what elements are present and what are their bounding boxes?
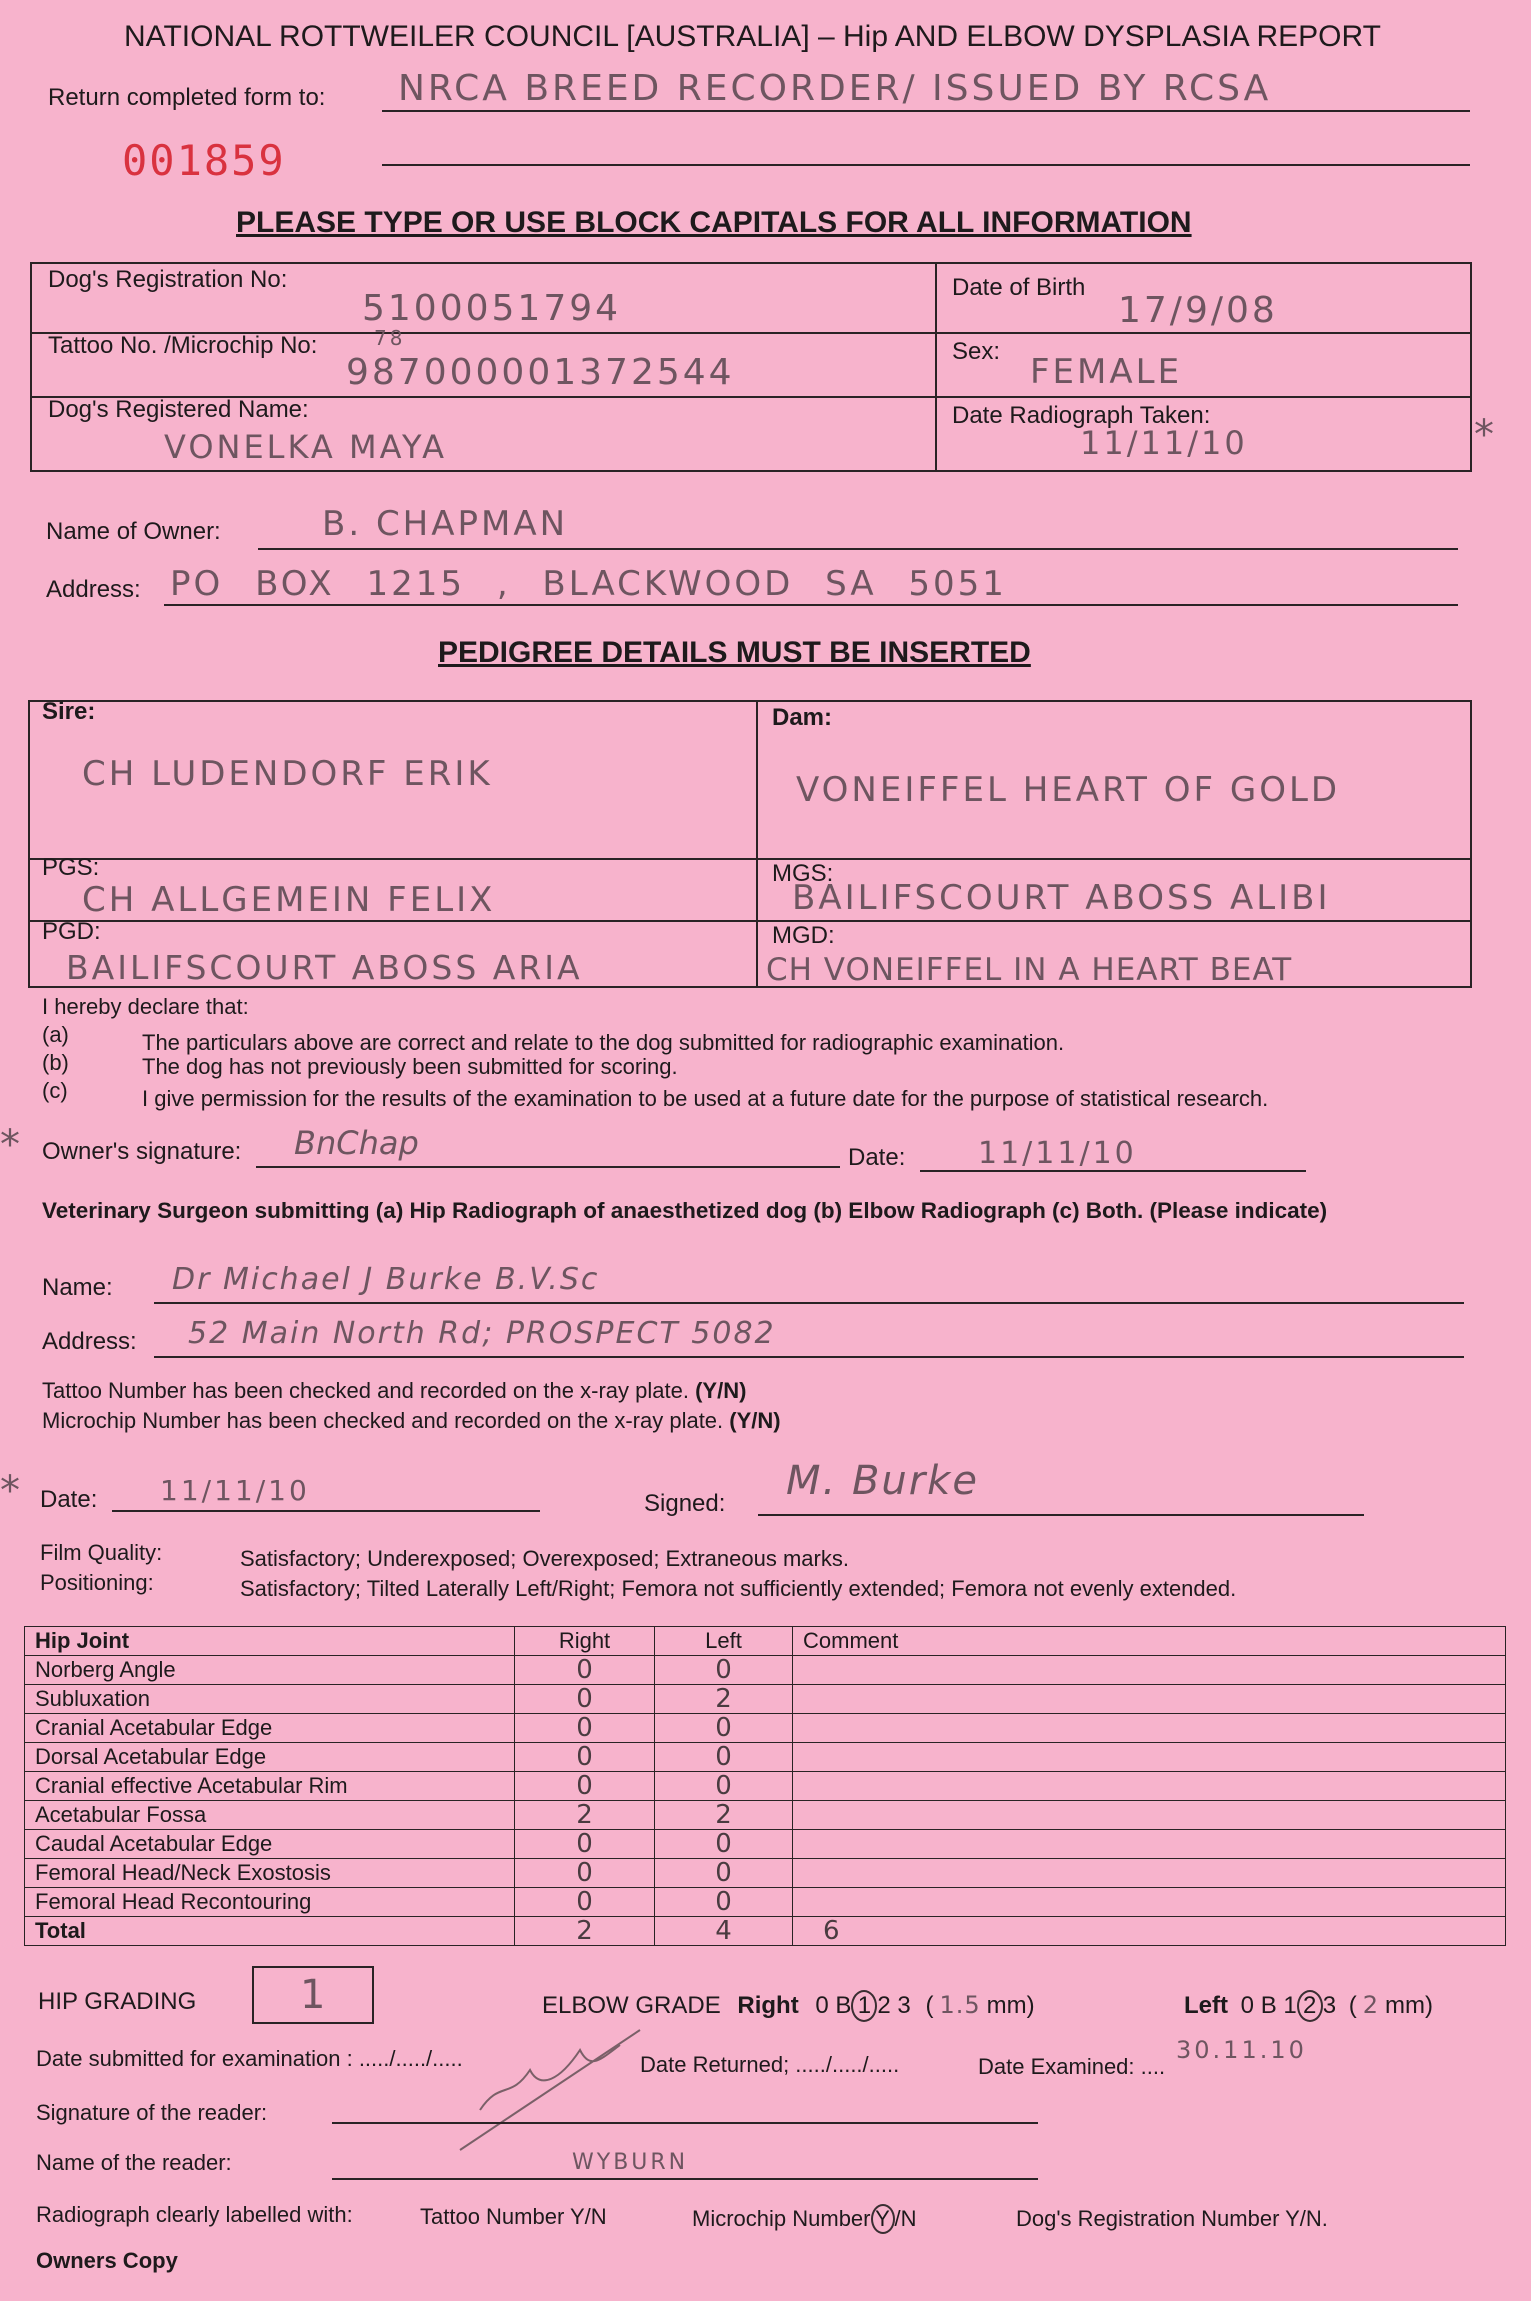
table-row bbox=[25, 1888, 1506, 1917]
owner-signature-line bbox=[256, 1166, 840, 1168]
declaration-key-b: (b) bbox=[42, 1050, 69, 1075]
owner-address-line bbox=[164, 604, 1458, 606]
vet-address-value[interactable]: 52 Main North Rd; PROSPECT 5082 bbox=[188, 1316, 776, 1351]
row-left-value[interactable]: 2 bbox=[655, 1685, 793, 1714]
mgs-label: MGS: bbox=[772, 860, 834, 887]
elbow-left-scale-post: 3 bbox=[1322, 1992, 1337, 2019]
tattoo-check-label: Tattoo Number has been checked and recorded on the x-ray plate. bbox=[42, 1378, 689, 1403]
date-submitted-label[interactable]: Date submitted for examination : ...../...../..... bbox=[36, 2046, 463, 2071]
row-name: Femoral Head/Neck Exostosis bbox=[25, 1859, 515, 1888]
declaration-text-b: The dog has not previously been submitted for scoring. bbox=[142, 1054, 678, 1079]
labelled-label: Radiograph clearly labelled with: bbox=[36, 2202, 353, 2227]
pedigree-row1 bbox=[28, 858, 1472, 860]
dog-details-divider bbox=[935, 262, 937, 472]
reader-name-value[interactable]: WYBURN bbox=[572, 2150, 689, 2175]
labelled-registration[interactable]: Dog's Registration Number Y/N. bbox=[1016, 2206, 1328, 2231]
declaration-key-c: (c) bbox=[42, 1078, 68, 1103]
reader-name-line bbox=[332, 2178, 1038, 2180]
owner-name-value[interactable]: B. CHAPMAN bbox=[322, 504, 569, 544]
microchip-check-yn[interactable]: (Y/N) bbox=[729, 1408, 781, 1433]
row-right-value[interactable]: 0 bbox=[515, 1656, 655, 1685]
owner-name-line bbox=[258, 548, 1458, 550]
vet-signed-line bbox=[758, 1514, 1364, 1516]
pgs-label: PGS: bbox=[42, 854, 100, 881]
sex-label: Sex: bbox=[952, 338, 1001, 365]
elbow-right-scale-post: 2 3 bbox=[877, 1992, 911, 2019]
radiograph-date-value[interactable]: 11/11/10 bbox=[1080, 424, 1248, 462]
pedigree-divider bbox=[756, 700, 758, 988]
table-row bbox=[25, 1801, 1506, 1830]
vet-date-line bbox=[112, 1510, 540, 1512]
table-row bbox=[25, 1743, 1506, 1772]
table-row bbox=[25, 1656, 1506, 1685]
asterisk-mark-2: * bbox=[0, 1122, 20, 1168]
elbow-grade-label: ELBOW GRADE Right 0 B 1 2 3 ( 1.5 mm) bbox=[542, 1990, 1035, 2022]
pgd-value[interactable]: BAILIFSCOURT ABOSS ARIA bbox=[66, 948, 583, 987]
vet-name-value[interactable]: Dr Michael J Burke B.V.Sc bbox=[172, 1262, 600, 1297]
row-left-value[interactable]: 0 bbox=[655, 1888, 793, 1917]
mgd-label: MGD: bbox=[772, 922, 835, 949]
row-left-value[interactable]: 0 bbox=[655, 1714, 793, 1743]
elbow-right-mm-unit: mm) bbox=[986, 1992, 1035, 2019]
reader-signature-line bbox=[332, 2122, 1038, 2124]
mgs-value[interactable]: BAILIFSCOURT ABOSS ALIBI bbox=[792, 878, 1331, 918]
row-comment[interactable] bbox=[793, 1656, 1506, 1685]
row-left-value[interactable]: 0 bbox=[655, 1743, 793, 1772]
declaration-text-a: The particulars above are correct and relate to the dog submitted for radiographic examination. bbox=[142, 1030, 1065, 1055]
labelled-microchip-circled-y[interactable]: Y bbox=[871, 2204, 895, 2234]
labelled-microchip-n: /N bbox=[894, 2206, 917, 2231]
header-hip-joint: Hip Joint bbox=[25, 1627, 515, 1656]
owner-address-value[interactable]: PO BOX 1215 , BLACKWOOD SA 5051 bbox=[170, 564, 1007, 604]
row-right-value[interactable]: 0 bbox=[515, 1888, 655, 1917]
reader-signature-label: Signature of the reader: bbox=[36, 2100, 268, 2125]
hip-grading-label: HIP GRADING bbox=[38, 1988, 197, 2015]
owner-signature-value[interactable]: BnChap bbox=[294, 1124, 419, 1162]
row-name: Norberg Angle bbox=[25, 1656, 515, 1685]
elbow-right-circled-grade[interactable]: 1 bbox=[851, 1990, 877, 2022]
dob-value[interactable]: 17/9/08 bbox=[1118, 290, 1278, 331]
instruction-heading: PLEASE TYPE OR USE BLOCK CAPITALS FOR ALL INFORMATION bbox=[236, 206, 1192, 239]
vet-name-line bbox=[154, 1302, 1464, 1304]
dog-name-label: Dog's Registered Name: bbox=[48, 396, 309, 423]
tattoo-check-yn[interactable]: (Y/N) bbox=[695, 1378, 747, 1403]
row-comment[interactable] bbox=[793, 1830, 1506, 1859]
pedigree-box bbox=[28, 700, 1472, 988]
header-comment: Comment bbox=[793, 1627, 1506, 1656]
tattoo-value[interactable]: 987000001372544 bbox=[346, 352, 735, 393]
microchip-check-text bbox=[42, 1408, 781, 1434]
elbow-left-circled-grade[interactable]: 2 bbox=[1297, 1990, 1323, 2022]
reg-label: Dog's Registration No: bbox=[48, 266, 288, 293]
row-right-value[interactable]: 0 bbox=[515, 1859, 655, 1888]
table-header-row bbox=[25, 1627, 1506, 1656]
elbow-left-mm[interactable]: 2 bbox=[1362, 1991, 1380, 2019]
total-label: Total bbox=[25, 1917, 515, 1946]
reader-name-label: Name of the reader: bbox=[36, 2150, 232, 2175]
row-right-value[interactable]: 0 bbox=[515, 1685, 655, 1714]
declaration-key-a: (a) bbox=[42, 1022, 69, 1047]
elbow-left-label: Left bbox=[1184, 1992, 1228, 2019]
vet-address-line bbox=[154, 1356, 1464, 1358]
elbow-left-group: Left 0 B 1 2 3 ( 2 mm) bbox=[1184, 1990, 1433, 2022]
elbow-grade-text: ELBOW GRADE bbox=[542, 1992, 721, 2019]
sex-value[interactable]: FEMALE bbox=[1030, 352, 1183, 392]
elbow-right-scale-pre: 0 B bbox=[815, 1992, 852, 2019]
reader-signature-scribble bbox=[440, 2010, 660, 2170]
table-row bbox=[25, 1685, 1506, 1714]
tattoo-note: 78 bbox=[374, 326, 406, 350]
vet-signed-label: Signed: bbox=[644, 1490, 726, 1517]
date-examined-label: Date Examined: .... bbox=[978, 2054, 1166, 2079]
elbow-left-scale-pre: 0 B 1 bbox=[1240, 1992, 1297, 2019]
pgs-value[interactable]: CH ALLGEMEIN FELIX bbox=[82, 880, 496, 920]
row-name: Femoral Head Recontouring bbox=[25, 1888, 515, 1917]
row-comment[interactable] bbox=[793, 1743, 1506, 1772]
owner-name-label: Name of Owner: bbox=[46, 518, 221, 545]
hip-grading-value[interactable]: 1 bbox=[300, 1972, 329, 2018]
header-right: Right bbox=[515, 1627, 655, 1656]
row-name: Dorsal Acetabular Edge bbox=[25, 1743, 515, 1772]
vet-address-label: Address: bbox=[42, 1328, 137, 1355]
row-name: Acetabular Fossa bbox=[25, 1801, 515, 1830]
table-row bbox=[25, 1859, 1506, 1888]
owners-copy-footer: Owners Copy bbox=[36, 2248, 178, 2273]
owner-date-value[interactable]: 11/11/10 bbox=[978, 1136, 1137, 1171]
row-left-value[interactable]: 2 bbox=[655, 1801, 793, 1830]
owner-date-label: Date: bbox=[848, 1144, 906, 1171]
return-label: Return completed form to: bbox=[48, 84, 326, 111]
date-returned-label[interactable]: Date Returned; ...../...../..... bbox=[640, 2052, 900, 2077]
labelled-microchip[interactable] bbox=[692, 2204, 917, 2234]
positioning-label: Positioning: bbox=[40, 1570, 154, 1595]
asterisk-mark-3: * bbox=[0, 1468, 20, 1514]
owner-address-label: Address: bbox=[46, 576, 141, 603]
return-value[interactable]: NRCA BREED RECORDER/ ISSUED BY RCSA bbox=[398, 68, 1272, 109]
dog-name-value[interactable]: VONELKA MAYA bbox=[164, 428, 447, 466]
vet-heading: Veterinary Surgeon submitting (a) Hip Radiograph of anaesthetized dog (b) Elbow Radiograph (c) Both. (Please indicate) bbox=[42, 1198, 1328, 1223]
vet-signature-value[interactable]: M. Burke bbox=[786, 1458, 979, 1504]
row-comment[interactable] bbox=[793, 1859, 1506, 1888]
serial-number: 001859 bbox=[122, 136, 286, 185]
pedigree-row2 bbox=[28, 920, 1472, 922]
row-right-value[interactable]: 2 bbox=[515, 1801, 655, 1830]
film-quality-value: Satisfactory; Underexposed; Overexposed; Extraneous marks. bbox=[240, 1546, 849, 1571]
page-title: NATIONAL ROTTWEILER COUNCIL [AUSTRALIA] – Hip AND ELBOW DYSPLASIA REPORT bbox=[124, 20, 1381, 53]
film-quality-label: Film Quality: bbox=[40, 1540, 163, 1565]
header-left: Left bbox=[655, 1627, 793, 1656]
dam-label: Dam: bbox=[772, 704, 833, 731]
vet-date-label: Date: bbox=[40, 1486, 98, 1513]
row-comment[interactable] bbox=[793, 1772, 1506, 1801]
vet-date-value[interactable]: 11/11/10 bbox=[160, 1474, 310, 1507]
row-comment[interactable] bbox=[793, 1685, 1506, 1714]
row-right-value[interactable]: 0 bbox=[515, 1772, 655, 1801]
tattoo-label: Tattoo No. /Microchip No: bbox=[48, 332, 318, 359]
total-left-value[interactable]: 4 bbox=[655, 1917, 793, 1946]
row-name: Subluxation bbox=[25, 1685, 515, 1714]
table-row bbox=[25, 1772, 1506, 1801]
pedigree-heading: PEDIGREE DETAILS MUST BE INSERTED bbox=[438, 636, 1031, 669]
total-comment-value[interactable]: 6 bbox=[793, 1917, 1506, 1946]
return-line bbox=[382, 110, 1470, 112]
row-left-value[interactable]: 0 bbox=[655, 1859, 793, 1888]
date-examined-value[interactable]: 30.11.10 bbox=[1176, 2036, 1307, 2064]
row-right-value[interactable]: 0 bbox=[515, 1830, 655, 1859]
table-row bbox=[25, 1714, 1506, 1743]
positioning-value: Satisfactory; Tilted Laterally Left/Right; Femora not sufficiently extended; Femora not evenly extended. bbox=[240, 1576, 1237, 1601]
row-left-value[interactable]: 0 bbox=[655, 1830, 793, 1859]
microchip-check-label: Microchip Number has been checked and recorded on the x-ray plate. bbox=[42, 1408, 724, 1433]
vet-name-label: Name: bbox=[42, 1274, 113, 1301]
return-line-2 bbox=[382, 164, 1470, 166]
total-right-value[interactable]: 2 bbox=[515, 1917, 655, 1946]
sire-value[interactable]: CH LUDENDORF ERIK bbox=[82, 754, 493, 794]
row-right-value[interactable]: 0 bbox=[515, 1743, 655, 1772]
row-name: Cranial effective Acetabular Rim bbox=[25, 1772, 515, 1801]
row-comment[interactable] bbox=[793, 1888, 1506, 1917]
table-total-row bbox=[25, 1917, 1506, 1946]
row-comment[interactable] bbox=[793, 1714, 1506, 1743]
dam-value[interactable]: VONEIFFEL HEART OF GOLD bbox=[796, 770, 1341, 810]
dob-label: Date of Birth bbox=[952, 274, 1086, 301]
mgd-value[interactable]: CH VONEIFFEL IN A HEART BEAT bbox=[766, 952, 1293, 988]
sire-label: Sire: bbox=[42, 698, 96, 725]
row-name: Cranial Acetabular Edge bbox=[25, 1714, 515, 1743]
pgd-label: PGD: bbox=[42, 918, 101, 945]
elbow-left-mm-unit: mm) bbox=[1385, 1992, 1434, 2019]
labelled-tattoo[interactable]: Tattoo Number Y/N bbox=[420, 2204, 607, 2229]
asterisk-mark: * bbox=[1474, 412, 1494, 458]
row-left-value[interactable]: 0 bbox=[655, 1772, 793, 1801]
reg-value[interactable]: 5100051794 bbox=[362, 288, 622, 329]
owner-signature-label: Owner's signature: bbox=[42, 1138, 242, 1165]
radiograph-date-label: Date Radiograph Taken: bbox=[952, 402, 1211, 429]
labelled-microchip-label: Microchip Number bbox=[692, 2206, 871, 2231]
declaration-text-c: I give permission for the results of the examination to be used at a future date for the purpose of statistical research. bbox=[142, 1086, 1269, 1111]
row-comment[interactable] bbox=[793, 1801, 1506, 1830]
row-name: Caudal Acetabular Edge bbox=[25, 1830, 515, 1859]
hip-joint-table bbox=[24, 1626, 1506, 1946]
tattoo-check-text bbox=[42, 1378, 746, 1404]
row-right-value[interactable]: 0 bbox=[515, 1714, 655, 1743]
elbow-right-mm[interactable]: 1.5 bbox=[939, 1991, 981, 2019]
declaration-intro: I hereby declare that: bbox=[42, 994, 249, 1019]
elbow-right-label: Right bbox=[737, 1992, 799, 2019]
table-row bbox=[25, 1830, 1506, 1859]
row-left-value[interactable]: 0 bbox=[655, 1656, 793, 1685]
